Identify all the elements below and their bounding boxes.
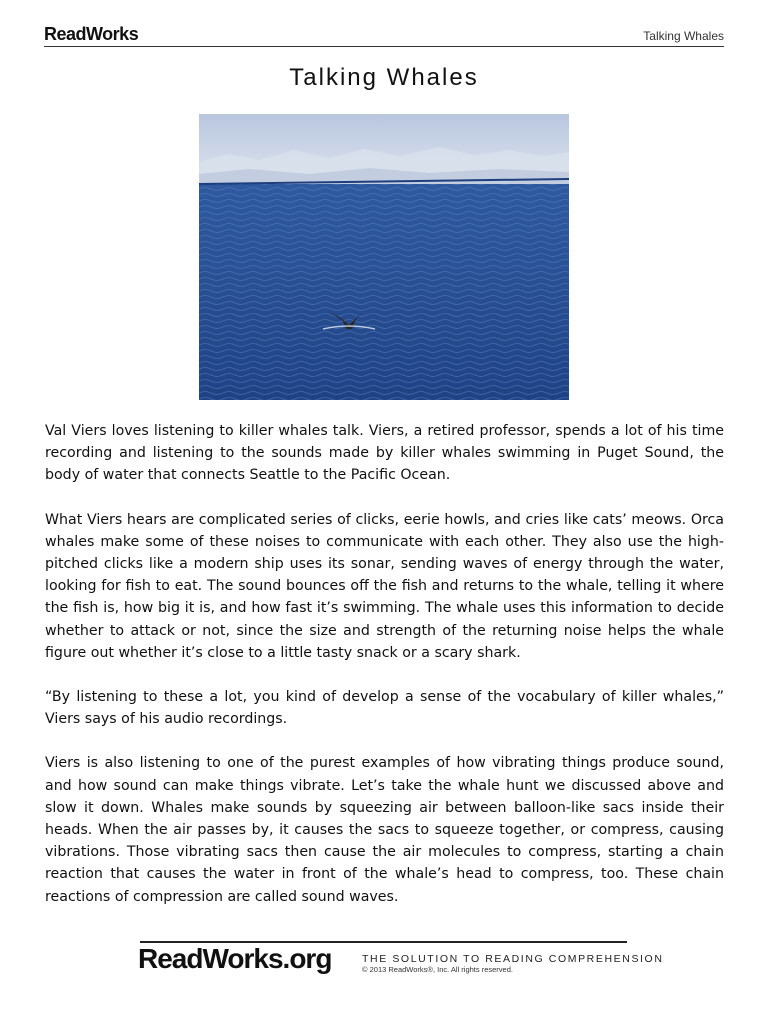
paragraph-2: What Viers hears are complicated series of clicks, eerie howls, and cries like cats’ meows. Orca whales make some of these noises to communicate with each other. They also use the high-pitched clicks like a modern ship uses its sonar, sending waves of energy through the water, looking for fish to eat. The sound bounces off the fish and returns to the whale, telling it where the fish is, how big it is, and how fast it’s swimming. The whale uses this information to decide whether to attack or not, since the size and strength of the returning noise helps the whale figure out whether it’s close to a little tasty snack or a scary shark. (45, 511, 724, 661)
article-body (45, 420, 724, 930)
header-title: Talking Whales (643, 29, 724, 43)
paragraph-3: “By listening to these a lot, you kind of develop a sense of the vocabulary of killer whales,” Viers says of his audio recordings. (45, 689, 724, 728)
article-title: Talking Whales (289, 64, 479, 91)
footer-tagline: THE SOLUTION TO READING COMPREHENSION (362, 953, 664, 965)
readworks-org-logo: ReadWorks.org (138, 943, 332, 974)
paragraph-1: Val Viers loves listening to killer whales talk. Viers, a retired professor, spends a lot of his time recording and listening to the sounds made by killer whales swimming in Puget Sound, the body of water that connects Seattle to the Pacific Ocean. (45, 423, 724, 484)
paragraph-4: Viers is also listening to one of the purest examples of how vibrating things produce sound, and how sound can make things vibrate. Let’s take the whale hunt we discussed above and slow it down. Whales make sounds by squeezing air between balloon-like sacs inside their heads. When the air passes by, it causes the sacs to squeeze together, or compress, causing vibrations. Those vibrating sacs then cause the air molecules to compress, starting a chain reaction that causes the water in front of the whale’s head to compress, too. These chain reactions of compression are called sound waves. (45, 755, 724, 905)
whale-tail-photo (199, 114, 569, 400)
page-header (44, 24, 724, 47)
footer-copyright: © 2013 ReadWorks®, Inc. All rights reserved. (362, 965, 513, 974)
readworks-logo: ReadWorks (44, 24, 139, 44)
